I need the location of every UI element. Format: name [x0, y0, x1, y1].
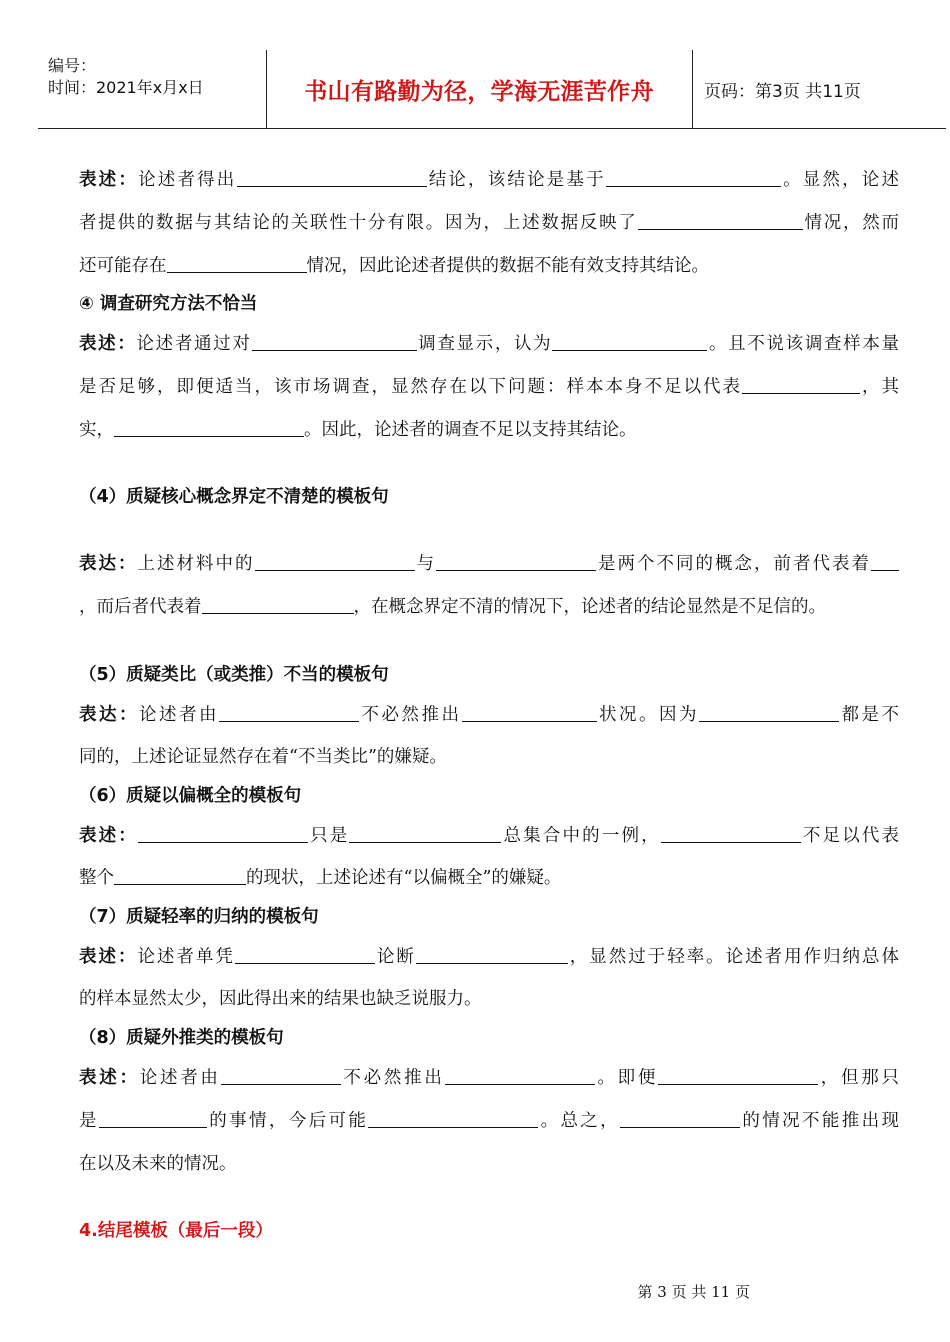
- text-run: 与: [414, 554, 436, 574]
- header-meta-cell: [38, 50, 267, 128]
- text-run: 在以及未来的情况。: [79, 1154, 237, 1174]
- section-title: （4）质疑核心概念界定不清楚的模板句: [79, 487, 389, 507]
- text-line: [79, 372, 899, 402]
- text-run: 论述者得出: [138, 170, 237, 190]
- doc-time-label: 时间：2021年x月x日: [48, 78, 204, 97]
- fill-in-blank[interactable]: [436, 552, 596, 571]
- text-line: [79, 415, 899, 445]
- statement-label: 表达：: [79, 554, 138, 574]
- text-line: [79, 208, 899, 238]
- text-line: [79, 821, 899, 851]
- text-run: 。显然，论述: [780, 170, 899, 190]
- text-run: ，在概念界定不清的情况下，论述者的结论显然是不足信的。: [353, 597, 826, 617]
- section-title: （7）质疑轻率的归纳的模板句: [79, 907, 319, 927]
- statement-label: 表述：: [79, 826, 138, 846]
- fill-in-blank[interactable]: [552, 332, 707, 351]
- text-run: 的情况不能推出现: [740, 1111, 900, 1131]
- text-run: 状况。因为: [596, 705, 699, 725]
- text-line: [79, 942, 899, 972]
- page-footer: 第 3 页 共 11 页: [637, 1283, 750, 1301]
- fill-in-blank[interactable]: [202, 595, 354, 614]
- text-run: 还可能存在: [79, 256, 167, 276]
- statement-label: 表达：: [79, 705, 139, 725]
- text-run: ，而后者代表着: [79, 597, 202, 617]
- text-run: 都是不: [839, 705, 899, 725]
- fill-in-blank[interactable]: [219, 703, 359, 722]
- page-header: [38, 50, 946, 129]
- subsection-title: ④ 调查研究方法不恰当: [79, 294, 258, 314]
- text-run: ，但那只: [818, 1068, 900, 1088]
- text-run: 论断: [374, 947, 416, 967]
- text-run: 上述材料中的: [137, 554, 255, 574]
- fill-in-blank[interactable]: [606, 168, 781, 187]
- fill-in-blank[interactable]: [237, 168, 427, 187]
- header-motto-cell: [266, 50, 693, 128]
- fill-in-blank[interactable]: [620, 1109, 740, 1128]
- text-run: 是否足够，即便适当，该市场调查，显然存在以下问题：样本本身不足以代表: [79, 377, 742, 397]
- fill-in-blank[interactable]: [99, 1109, 207, 1128]
- text-run: 只是: [307, 826, 350, 846]
- text-line: [79, 1063, 899, 1093]
- text-run: 不足以代表: [800, 826, 900, 846]
- fill-in-blank[interactable]: [114, 418, 304, 437]
- fill-in-blank[interactable]: [445, 1066, 595, 1085]
- text-run: 调查显示，认为: [416, 334, 553, 354]
- text-line: [79, 592, 899, 622]
- doc-number-label: 编号：: [48, 56, 97, 75]
- statement-label: 表述：: [79, 334, 137, 354]
- text-run: ，显然过于轻率。论述者用作归纳总体: [567, 947, 900, 967]
- text-run: 论述者通过对: [136, 334, 252, 354]
- fill-in-blank[interactable]: [416, 945, 568, 964]
- text-run: 同的，上述论证显然存在着“不当类比”的嫌疑。: [79, 747, 447, 767]
- text-line: [79, 1149, 899, 1179]
- text-line: [79, 984, 899, 1014]
- text-run: 的现状，上述论述有“以偏概全”的嫌疑。: [246, 868, 562, 888]
- section-title: （6）质疑以偏概全的模板句: [79, 786, 302, 806]
- header-page-cell: [692, 50, 946, 128]
- text-line: [79, 863, 899, 893]
- text-line: [79, 700, 899, 730]
- text-line: [79, 549, 899, 579]
- header-motto: 书山有路勤为径，学海无涯苦作舟: [304, 79, 654, 105]
- text-run: 是: [79, 1111, 99, 1131]
- text-run: 。即便: [594, 1068, 659, 1088]
- fill-in-blank[interactable]: [871, 552, 899, 571]
- fill-in-blank[interactable]: [221, 1066, 341, 1085]
- text-run: 论述者由: [139, 705, 219, 725]
- text-line: [79, 165, 899, 195]
- text-run: 实，: [79, 420, 114, 440]
- text-run: 情况，然而: [802, 213, 900, 233]
- text-run: 。且不说该调查样本量: [707, 334, 900, 354]
- text-run: 情况，因此论述者提供的数据不能有效支持其结论。: [306, 256, 709, 276]
- text-line: [79, 1106, 899, 1136]
- text-run: 的样本显然太少，因此得出来的结果也缺乏说服力。: [79, 989, 482, 1009]
- fill-in-blank[interactable]: [349, 824, 501, 843]
- text-run: 的事情，今后可能: [206, 1111, 369, 1131]
- statement-label: 表述：: [79, 170, 139, 190]
- statement-label: 表述：: [79, 947, 138, 967]
- text-run: ，其: [860, 377, 899, 397]
- fill-in-blank[interactable]: [167, 254, 307, 273]
- text-run: 。因此，论述者的调查不足以支持其结论。: [304, 420, 637, 440]
- text-run: 总集合中的一例，: [501, 826, 661, 846]
- text-run: 。总之，: [538, 1111, 621, 1131]
- text-run: 者提供的数据与其结论的关联性十分有限。因为，上述数据反映了: [79, 213, 638, 233]
- statement-label: 表述：: [79, 1068, 140, 1088]
- fill-in-blank[interactable]: [658, 1066, 818, 1085]
- fill-in-blank[interactable]: [661, 824, 801, 843]
- fill-in-blank[interactable]: [114, 866, 246, 885]
- fill-in-blank[interactable]: [742, 375, 860, 394]
- fill-in-blank[interactable]: [462, 703, 597, 722]
- text-run: 不必然推出: [359, 705, 462, 725]
- text-line: [79, 251, 899, 281]
- text-run: 整个: [79, 868, 114, 888]
- text-line: [79, 329, 899, 359]
- fill-in-blank[interactable]: [255, 552, 415, 571]
- fill-in-blank[interactable]: [138, 824, 308, 843]
- fill-in-blank[interactable]: [252, 332, 417, 351]
- text-line: [79, 742, 899, 772]
- text-run: 论述者由: [139, 1068, 221, 1088]
- text-run: 论述者单凭: [137, 947, 235, 967]
- section-title: （5）质疑类比（或类推）不当的模板句: [79, 665, 389, 685]
- fill-in-blank[interactable]: [368, 1109, 538, 1128]
- text-run: 不必然推出: [340, 1068, 445, 1088]
- text-run: 结论，该结论是基于: [426, 170, 606, 190]
- section-title: （8）质疑外推类的模板句: [79, 1028, 284, 1048]
- header-page-info: 页码：第3页 共11页: [704, 82, 861, 102]
- fill-in-blank[interactable]: [638, 211, 803, 230]
- fill-in-blank[interactable]: [235, 945, 375, 964]
- section-title-ending-template: 4.结尾模板（最后一段）: [79, 1221, 273, 1241]
- text-run: 是两个不同的概念，前者代表着: [596, 554, 871, 574]
- fill-in-blank[interactable]: [699, 703, 839, 722]
